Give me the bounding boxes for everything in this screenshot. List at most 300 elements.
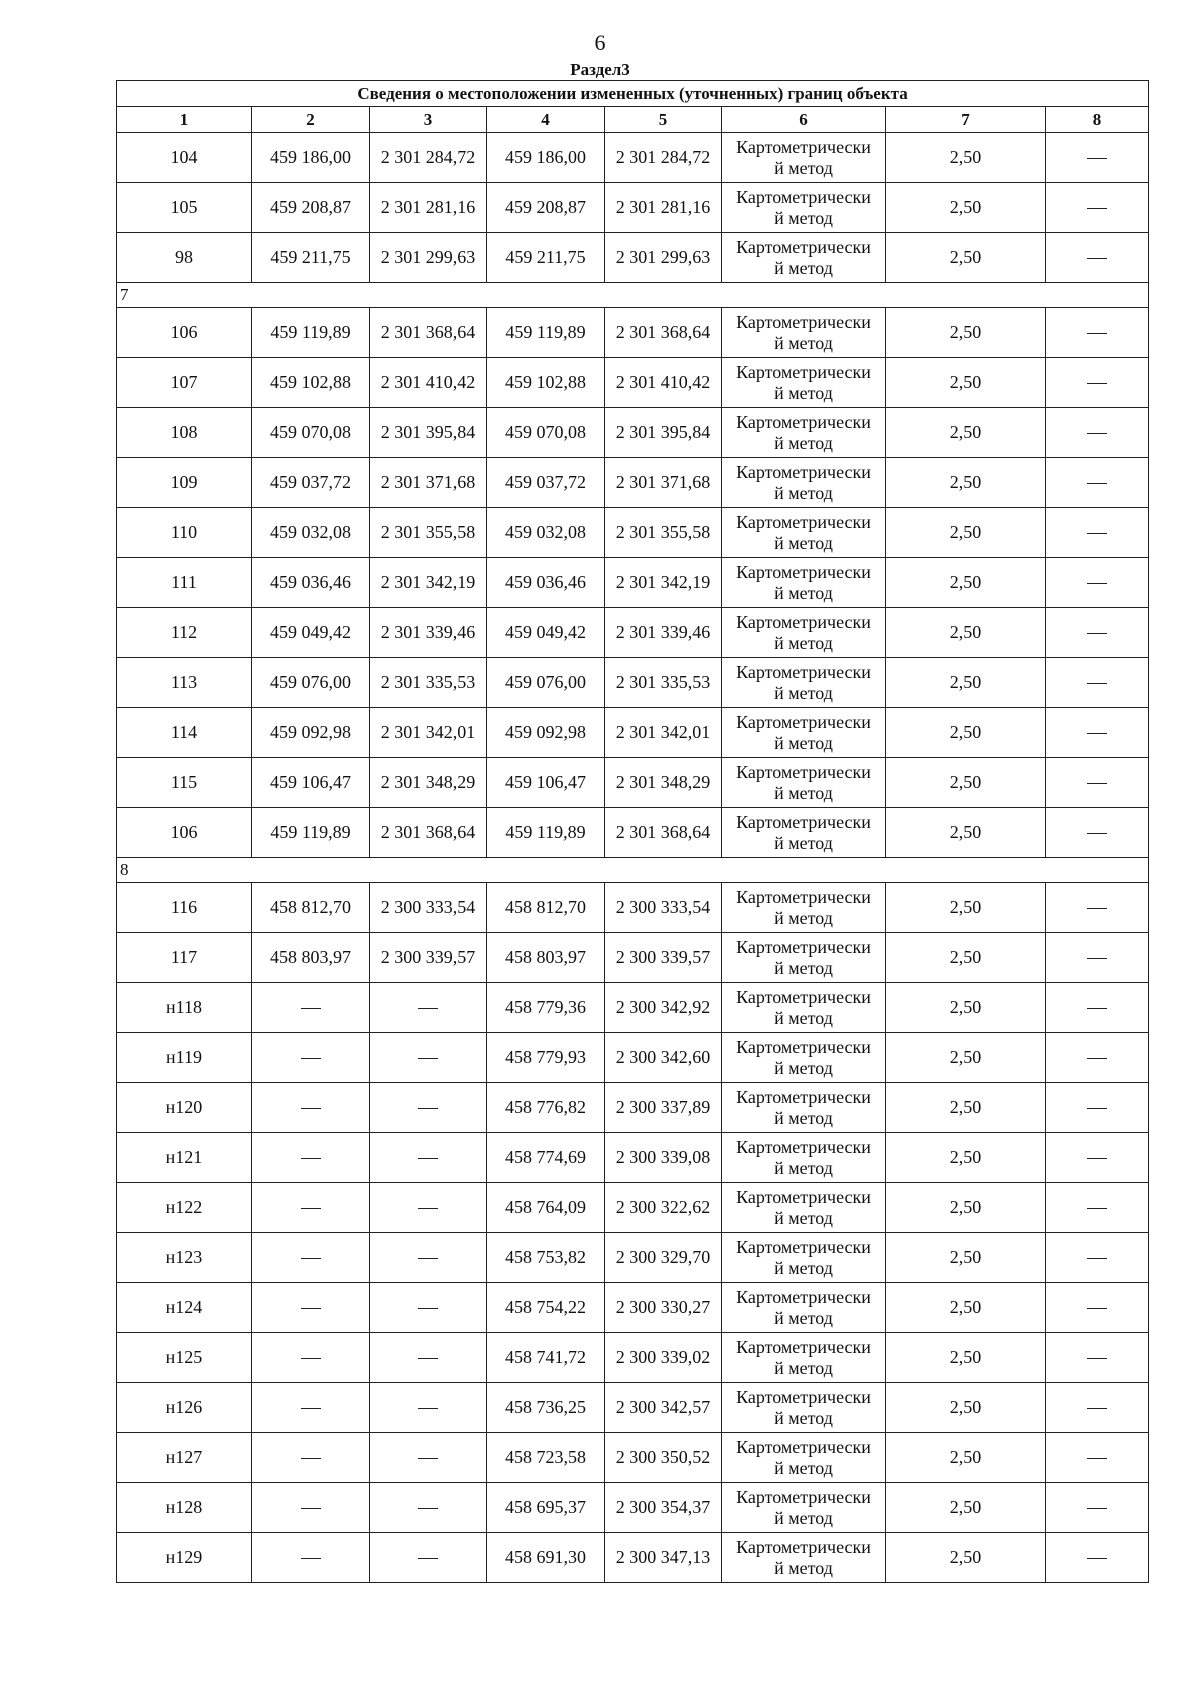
existing-x: 458 812,70 xyxy=(252,883,370,933)
table-row xyxy=(117,1533,1149,1583)
empty-dash xyxy=(301,1458,321,1459)
new-y: 2 301 395,84 xyxy=(605,408,722,458)
empty-dash xyxy=(1087,1408,1107,1409)
table-title: Сведения о местоположении измененных (уточненных) границ объекта xyxy=(117,81,1149,107)
existing-y xyxy=(370,1383,487,1433)
new-y: 2 300 329,70 xyxy=(605,1233,722,1283)
contour-group-row xyxy=(117,858,1149,883)
existing-y: 2 301 395,84 xyxy=(370,408,487,458)
determination-method xyxy=(722,983,886,1033)
method-line-2: й метод xyxy=(774,1107,833,1128)
existing-x: 459 186,00 xyxy=(252,133,370,183)
empty-dash xyxy=(418,1308,438,1309)
empty-dash xyxy=(301,1408,321,1409)
existing-y xyxy=(370,1233,487,1283)
empty-dash xyxy=(301,1158,321,1159)
existing-y xyxy=(370,1083,487,1133)
table-row xyxy=(117,1233,1149,1283)
empty-dash xyxy=(301,1058,321,1059)
accuracy: 2,50 xyxy=(886,1083,1046,1133)
new-x: 459 106,47 xyxy=(487,758,605,808)
description xyxy=(1046,308,1149,358)
empty-dash xyxy=(1087,833,1107,834)
table-row xyxy=(117,1033,1149,1083)
method-line-2: й метод xyxy=(774,157,833,178)
existing-x xyxy=(252,1133,370,1183)
accuracy: 2,50 xyxy=(886,883,1046,933)
table-row xyxy=(117,508,1149,558)
method-line-2: й метод xyxy=(774,832,833,853)
table-row xyxy=(117,133,1149,183)
existing-y xyxy=(370,1333,487,1383)
method-line-2: й метод xyxy=(774,782,833,803)
point-number: 117 xyxy=(117,933,252,983)
existing-x xyxy=(252,1333,370,1383)
point-number: 112 xyxy=(117,608,252,658)
method-line-1: Картометрически xyxy=(736,136,871,157)
point-number: н127 xyxy=(117,1433,252,1483)
point-number: 108 xyxy=(117,408,252,458)
empty-dash xyxy=(1087,1108,1107,1109)
description xyxy=(1046,458,1149,508)
empty-dash xyxy=(1087,533,1107,534)
new-x: 458 736,25 xyxy=(487,1383,605,1433)
existing-x: 459 032,08 xyxy=(252,508,370,558)
new-x: 459 049,42 xyxy=(487,608,605,658)
method-line-1: Картометрически xyxy=(736,461,871,482)
method-line-1: Картометрически xyxy=(736,411,871,432)
determination-method xyxy=(722,1333,886,1383)
new-x: 458 754,22 xyxy=(487,1283,605,1333)
accuracy: 2,50 xyxy=(886,1483,1046,1533)
determination-method xyxy=(722,1383,886,1433)
description xyxy=(1046,1033,1149,1083)
existing-y: 2 301 348,29 xyxy=(370,758,487,808)
point-number: 111 xyxy=(117,558,252,608)
accuracy: 2,50 xyxy=(886,1233,1046,1283)
existing-x: 459 049,42 xyxy=(252,608,370,658)
table-row xyxy=(117,1433,1149,1483)
existing-x xyxy=(252,1183,370,1233)
determination-method xyxy=(722,708,886,758)
existing-x xyxy=(252,983,370,1033)
method-line-2: й метод xyxy=(774,907,833,928)
empty-dash xyxy=(418,1058,438,1059)
method-line-1: Картометрически xyxy=(736,711,871,732)
empty-dash xyxy=(1087,1158,1107,1159)
existing-y xyxy=(370,1483,487,1533)
existing-x: 459 102,88 xyxy=(252,358,370,408)
contour-number: 7 xyxy=(117,283,1149,308)
new-x: 459 208,87 xyxy=(487,183,605,233)
method-line-1: Картометрически xyxy=(736,761,871,782)
empty-dash xyxy=(1087,633,1107,634)
empty-dash xyxy=(1087,1008,1107,1009)
new-x: 459 037,72 xyxy=(487,458,605,508)
point-number: н123 xyxy=(117,1233,252,1283)
page-number: 6 xyxy=(594,30,606,55)
accuracy: 2,50 xyxy=(886,658,1046,708)
new-y: 2 301 342,19 xyxy=(605,558,722,608)
boundary-coordinates-table xyxy=(116,80,1149,1583)
empty-dash xyxy=(301,1258,321,1259)
determination-method xyxy=(722,1283,886,1333)
method-line-2: й метод xyxy=(774,257,833,278)
description xyxy=(1046,1283,1149,1333)
method-line-2: й метод xyxy=(774,207,833,228)
method-line-1: Картометрически xyxy=(736,1336,871,1357)
new-y: 2 300 339,08 xyxy=(605,1133,722,1183)
new-y: 2 301 348,29 xyxy=(605,758,722,808)
existing-y: 2 301 342,19 xyxy=(370,558,487,608)
determination-method xyxy=(722,1183,886,1233)
accuracy: 2,50 xyxy=(886,808,1046,858)
new-x: 459 070,08 xyxy=(487,408,605,458)
method-line-1: Картометрически xyxy=(736,611,871,632)
point-number: 109 xyxy=(117,458,252,508)
determination-method xyxy=(722,358,886,408)
method-line-1: Картометрически xyxy=(736,936,871,957)
empty-dash xyxy=(301,1358,321,1359)
description xyxy=(1046,808,1149,858)
new-x: 458 812,70 xyxy=(487,883,605,933)
table-row xyxy=(117,883,1149,933)
method-line-2: й метод xyxy=(774,1257,833,1278)
new-y: 2 301 368,64 xyxy=(605,308,722,358)
determination-method xyxy=(722,408,886,458)
empty-dash xyxy=(418,1558,438,1559)
description xyxy=(1046,1133,1149,1183)
new-x: 459 119,89 xyxy=(487,808,605,858)
method-line-1: Картометрически xyxy=(736,511,871,532)
method-line-1: Картометрически xyxy=(736,986,871,1007)
contour-group-row xyxy=(117,283,1149,308)
empty-dash xyxy=(301,1508,321,1509)
description xyxy=(1046,933,1149,983)
existing-x: 459 106,47 xyxy=(252,758,370,808)
accuracy: 2,50 xyxy=(886,1133,1046,1183)
column-number-4: 4 xyxy=(487,107,605,133)
empty-dash xyxy=(1087,158,1107,159)
method-line-1: Картометрически xyxy=(736,236,871,257)
method-line-1: Картометрически xyxy=(736,361,871,382)
method-line-2: й метод xyxy=(774,1357,833,1378)
empty-dash xyxy=(301,1108,321,1109)
point-number: 106 xyxy=(117,808,252,858)
new-x: 459 092,98 xyxy=(487,708,605,758)
existing-x: 459 119,89 xyxy=(252,808,370,858)
new-y: 2 301 299,63 xyxy=(605,233,722,283)
accuracy: 2,50 xyxy=(886,708,1046,758)
description xyxy=(1046,1483,1149,1533)
table-row xyxy=(117,1383,1149,1433)
new-y: 2 300 342,57 xyxy=(605,1383,722,1433)
new-y: 2 300 342,92 xyxy=(605,983,722,1033)
empty-dash xyxy=(301,1308,321,1309)
description xyxy=(1046,408,1149,458)
method-line-2: й метод xyxy=(774,632,833,653)
column-number-5: 5 xyxy=(605,107,722,133)
method-line-1: Картометрически xyxy=(736,561,871,582)
method-line-1: Картометрически xyxy=(736,1386,871,1407)
new-x: 459 186,00 xyxy=(487,133,605,183)
new-y: 2 300 322,62 xyxy=(605,1183,722,1233)
column-number-7: 7 xyxy=(886,107,1046,133)
new-x: 458 774,69 xyxy=(487,1133,605,1183)
new-y: 2 300 354,37 xyxy=(605,1483,722,1533)
empty-dash xyxy=(1087,733,1107,734)
new-x: 458 695,37 xyxy=(487,1483,605,1533)
point-number: н118 xyxy=(117,983,252,1033)
existing-x xyxy=(252,1533,370,1583)
existing-y: 2 300 333,54 xyxy=(370,883,487,933)
existing-y: 2 301 335,53 xyxy=(370,658,487,708)
determination-method xyxy=(722,308,886,358)
existing-x: 459 037,72 xyxy=(252,458,370,508)
existing-y xyxy=(370,983,487,1033)
existing-y: 2 301 339,46 xyxy=(370,608,487,658)
accuracy: 2,50 xyxy=(886,1433,1046,1483)
method-line-2: й метод xyxy=(774,732,833,753)
method-line-2: й метод xyxy=(774,1207,833,1228)
determination-method xyxy=(722,1483,886,1533)
existing-x xyxy=(252,1033,370,1083)
description xyxy=(1046,1233,1149,1283)
point-number: н120 xyxy=(117,1083,252,1133)
table-row xyxy=(117,233,1149,283)
description xyxy=(1046,558,1149,608)
point-number: 98 xyxy=(117,233,252,283)
new-x: 458 779,93 xyxy=(487,1033,605,1083)
existing-y: 2 301 342,01 xyxy=(370,708,487,758)
determination-method xyxy=(722,1433,886,1483)
column-number-6: 6 xyxy=(722,107,886,133)
accuracy: 2,50 xyxy=(886,408,1046,458)
existing-y: 2 301 355,58 xyxy=(370,508,487,558)
existing-x xyxy=(252,1083,370,1133)
empty-dash xyxy=(1087,1558,1107,1559)
method-line-1: Картометрически xyxy=(736,1186,871,1207)
existing-x xyxy=(252,1233,370,1283)
method-line-1: Картометрически xyxy=(736,886,871,907)
empty-dash xyxy=(418,1408,438,1409)
determination-method xyxy=(722,808,886,858)
section-title: Раздел3 xyxy=(570,60,630,79)
accuracy: 2,50 xyxy=(886,308,1046,358)
existing-y: 2 301 368,64 xyxy=(370,808,487,858)
existing-y xyxy=(370,1033,487,1083)
table-row xyxy=(117,1483,1149,1533)
new-x: 458 776,82 xyxy=(487,1083,605,1133)
existing-y xyxy=(370,1183,487,1233)
accuracy: 2,50 xyxy=(886,558,1046,608)
new-x: 458 723,58 xyxy=(487,1433,605,1483)
point-number: 105 xyxy=(117,183,252,233)
description xyxy=(1046,758,1149,808)
contour-number: 8 xyxy=(117,858,1149,883)
point-number: 116 xyxy=(117,883,252,933)
empty-dash xyxy=(1087,1358,1107,1359)
existing-x: 459 076,00 xyxy=(252,658,370,708)
accuracy: 2,50 xyxy=(886,458,1046,508)
new-y: 2 301 355,58 xyxy=(605,508,722,558)
table-title-row xyxy=(117,81,1149,107)
determination-method xyxy=(722,658,886,708)
determination-method xyxy=(722,883,886,933)
description xyxy=(1046,1083,1149,1133)
determination-method xyxy=(722,1133,886,1183)
column-number-row xyxy=(117,107,1149,133)
method-line-2: й метод xyxy=(774,957,833,978)
empty-dash xyxy=(1087,908,1107,909)
empty-dash xyxy=(1087,383,1107,384)
table-row xyxy=(117,983,1149,1033)
method-line-2: й метод xyxy=(774,532,833,553)
method-line-2: й метод xyxy=(774,332,833,353)
method-line-2: й метод xyxy=(774,482,833,503)
new-y: 2 300 347,13 xyxy=(605,1533,722,1583)
table-row xyxy=(117,308,1149,358)
empty-dash xyxy=(1087,333,1107,334)
table-row xyxy=(117,808,1149,858)
table-row xyxy=(117,1083,1149,1133)
empty-dash xyxy=(301,1208,321,1209)
table-row xyxy=(117,1283,1149,1333)
method-line-1: Картометрически xyxy=(736,311,871,332)
method-line-2: й метод xyxy=(774,1007,833,1028)
new-y: 2 301 284,72 xyxy=(605,133,722,183)
empty-dash xyxy=(418,1508,438,1509)
empty-dash xyxy=(1087,1208,1107,1209)
determination-method xyxy=(722,1233,886,1283)
method-line-1: Картометрически xyxy=(736,661,871,682)
empty-dash xyxy=(1087,958,1107,959)
existing-x: 459 208,87 xyxy=(252,183,370,233)
description xyxy=(1046,1383,1149,1433)
method-line-1: Картометрически xyxy=(736,1036,871,1057)
existing-x: 459 211,75 xyxy=(252,233,370,283)
point-number: н122 xyxy=(117,1183,252,1233)
existing-y: 2 301 281,16 xyxy=(370,183,487,233)
method-line-2: й метод xyxy=(774,582,833,603)
determination-method xyxy=(722,183,886,233)
empty-dash xyxy=(1087,258,1107,259)
description xyxy=(1046,1433,1149,1483)
new-x: 459 211,75 xyxy=(487,233,605,283)
method-line-2: й метод xyxy=(774,1457,833,1478)
existing-y: 2 300 339,57 xyxy=(370,933,487,983)
point-number: 107 xyxy=(117,358,252,408)
accuracy: 2,50 xyxy=(886,183,1046,233)
method-line-1: Картометрически xyxy=(736,186,871,207)
table-row xyxy=(117,558,1149,608)
method-line-2: й метод xyxy=(774,1407,833,1428)
new-x: 458 691,30 xyxy=(487,1533,605,1583)
new-y: 2 300 342,60 xyxy=(605,1033,722,1083)
accuracy: 2,50 xyxy=(886,358,1046,408)
table-row xyxy=(117,933,1149,983)
determination-method xyxy=(722,1533,886,1583)
point-number: н129 xyxy=(117,1533,252,1583)
existing-x: 459 070,08 xyxy=(252,408,370,458)
determination-method xyxy=(722,758,886,808)
determination-method xyxy=(722,558,886,608)
existing-y: 2 301 410,42 xyxy=(370,358,487,408)
existing-y: 2 301 284,72 xyxy=(370,133,487,183)
method-line-1: Картометрически xyxy=(736,1486,871,1507)
description xyxy=(1046,1333,1149,1383)
empty-dash xyxy=(1087,1508,1107,1509)
determination-method xyxy=(722,608,886,658)
accuracy: 2,50 xyxy=(886,508,1046,558)
description xyxy=(1046,358,1149,408)
new-x: 459 032,08 xyxy=(487,508,605,558)
new-y: 2 300 339,02 xyxy=(605,1333,722,1383)
existing-x xyxy=(252,1283,370,1333)
description xyxy=(1046,708,1149,758)
table-row xyxy=(117,758,1149,808)
existing-x xyxy=(252,1433,370,1483)
table-row xyxy=(117,1133,1149,1183)
empty-dash xyxy=(1087,583,1107,584)
method-line-1: Картометрически xyxy=(736,1536,871,1557)
existing-x: 458 803,97 xyxy=(252,933,370,983)
existing-y: 2 301 368,64 xyxy=(370,308,487,358)
description xyxy=(1046,133,1149,183)
new-y: 2 301 368,64 xyxy=(605,808,722,858)
method-line-1: Картометрически xyxy=(736,1136,871,1157)
existing-y: 2 301 299,63 xyxy=(370,233,487,283)
empty-dash xyxy=(1087,683,1107,684)
method-line-2: й метод xyxy=(774,1507,833,1528)
new-y: 2 301 410,42 xyxy=(605,358,722,408)
accuracy: 2,50 xyxy=(886,983,1046,1033)
new-x: 459 036,46 xyxy=(487,558,605,608)
table-row xyxy=(117,358,1149,408)
new-y: 2 300 339,57 xyxy=(605,933,722,983)
accuracy: 2,50 xyxy=(886,933,1046,983)
existing-y: 2 301 371,68 xyxy=(370,458,487,508)
new-y: 2 300 330,27 xyxy=(605,1283,722,1333)
table-row xyxy=(117,458,1149,508)
determination-method xyxy=(722,508,886,558)
point-number: н128 xyxy=(117,1483,252,1533)
empty-dash xyxy=(1087,783,1107,784)
new-x: 459 076,00 xyxy=(487,658,605,708)
accuracy: 2,50 xyxy=(886,1033,1046,1083)
point-number: н126 xyxy=(117,1383,252,1433)
existing-y xyxy=(370,1133,487,1183)
existing-y xyxy=(370,1283,487,1333)
method-line-2: й метод xyxy=(774,682,833,703)
description xyxy=(1046,1533,1149,1583)
new-x: 458 764,09 xyxy=(487,1183,605,1233)
point-number: н125 xyxy=(117,1333,252,1383)
existing-x xyxy=(252,1483,370,1533)
empty-dash xyxy=(1087,433,1107,434)
new-y: 2 300 333,54 xyxy=(605,883,722,933)
determination-method xyxy=(722,933,886,983)
existing-x: 459 092,98 xyxy=(252,708,370,758)
new-x: 458 803,97 xyxy=(487,933,605,983)
existing-x: 459 119,89 xyxy=(252,308,370,358)
existing-y xyxy=(370,1533,487,1583)
method-line-2: й метод xyxy=(774,1307,833,1328)
existing-x xyxy=(252,1383,370,1433)
empty-dash xyxy=(418,1208,438,1209)
empty-dash xyxy=(301,1008,321,1009)
description xyxy=(1046,883,1149,933)
